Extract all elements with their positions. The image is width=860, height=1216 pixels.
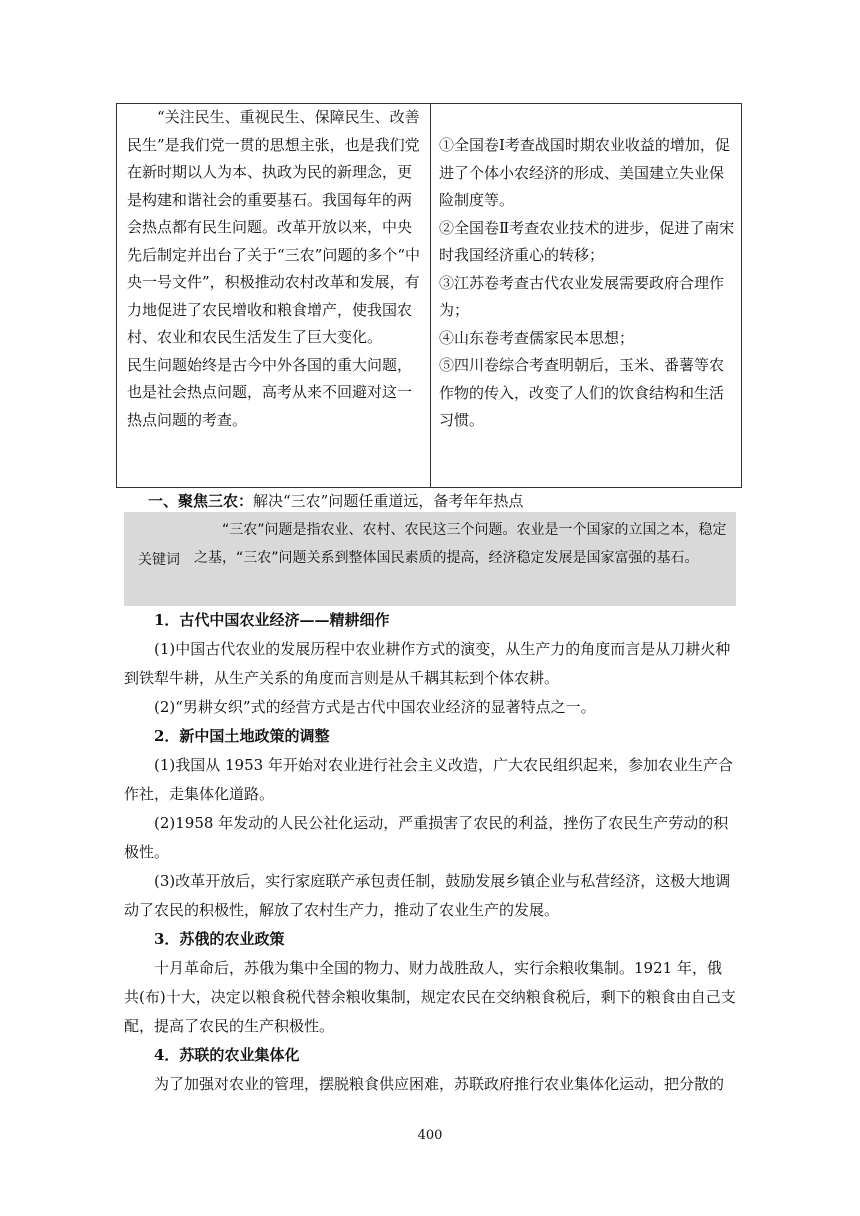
body-content — [124, 606, 736, 1099]
page-number: 400 — [417, 1128, 443, 1143]
exam-item: ②全国卷Ⅱ考查农业技术的进步，促进了南宋时我国经济重心的转移； — [439, 218, 735, 264]
body-paragraph: (3)改革开放后，实行家庭联产承包责任制，鼓励发展乡镇企业与私营经济，这极大地调动了农民的积极性，解放了农村生产力，推动了农业生产的发展。 — [124, 872, 731, 919]
intro-paragraph: 民生问题始终是古今中外各国的重大问题，也是社会热点问题，高考从来不回避对这一热点问题的考查。 — [127, 355, 413, 429]
body-paragraph: (1)中国古代农业的发展历程中农业耕作方式的演变，从生产力的角度而言是从刀耕火种到铁犁牛耕，从生产关系的角度而言则是从千耦其耘到个体农耕。 — [124, 640, 731, 687]
section-heading-bold: 一、聚焦三农： — [148, 492, 254, 510]
intro-table — [116, 103, 742, 488]
keyword-label: 关键词 — [138, 552, 180, 568]
intro-left-cell — [117, 104, 431, 487]
exam-item: ⑤四川卷综合考查明朝后，玉米、番薯等农作物的传入，改变了人们的饮食结构和生活习惯。 — [439, 356, 725, 429]
section-heading — [148, 490, 523, 512]
body-paragraph: (1)我国从 1953 年开始对农业进行社会主义改造，广大农民组织起来，参加农业生产合作社，走集体化道路。 — [124, 756, 733, 803]
exam-list-cell — [431, 104, 741, 487]
exam-item: ③江苏卷考查古代农业发展需要政府合理作为； — [439, 273, 725, 319]
subsection-title: 3．苏俄的农业政策 — [154, 930, 285, 948]
subsection-title: 1．古代中国农业经济——精耕细作 — [154, 611, 390, 629]
exam-item: ④山东卷考查儒家民本思想； — [439, 328, 635, 347]
keyword-text-content: “三农”问题是指农业、农村、农民这三个问题。农业是一个国家的立国之本，稳定之基，“三农”问题关系到整体国民素质的提高，经济稳定发展是国家富强的基石。 — [194, 522, 727, 566]
intro-paragraph: “关注民生、重视民生、保障民生、改善民生”是我们党一贯的思想主张，也是我们党在新时期以人为本、执政为民的新理念，更是构建和谐社会的重要基石。我国每年的两会热点都有民生问题。改革开放以来，中央先后制定并出台了关于“三农”问题的多个“中央一号文件”，积极推动农村改革和发展，有力地促进了农民增收和粮食增产，使我国农村、农业和农民生活发生了巨大变化。 — [127, 108, 421, 346]
subsection-title: 4．苏联的农业集体化 — [154, 1046, 300, 1064]
body-paragraph: (2)1958 年发动的人民公社化运动，严重损害了农民的利益，挫伤了农民生产劳动的积极性。 — [124, 814, 729, 861]
body-paragraph: 为了加强对农业的管理，摆脱粮食供应困难，苏联政府推行农业集体化运动，把分散的 — [154, 1075, 725, 1093]
section-heading-rest: 解决“三农”问题任重道远，备考年年热点 — [253, 492, 524, 510]
keyword-text — [194, 512, 736, 606]
body-paragraph: 十月革命后，苏俄为集中全国的物力、财力战胜敌人，实行余粮收集制。1921 年，俄共(布)十大，决定以粮食税代替余粮收集制，规定农民在交纳粮食税后，剩下的粮食由自己支配，提高了农民的生产积极性。 — [124, 959, 736, 1035]
keyword-box — [124, 512, 736, 606]
subsection-title: 2．新中国土地政策的调整 — [154, 727, 330, 745]
body-paragraph: (2)“男耕女织”式的经营方式是古代中国农业经济的显著特点之一。 — [154, 698, 596, 716]
exam-item: ①全国卷Ⅰ考查战国时期农业收益的增加，促进了个体小农经济的形成、美国建立失业保险制度等。 — [439, 136, 730, 209]
